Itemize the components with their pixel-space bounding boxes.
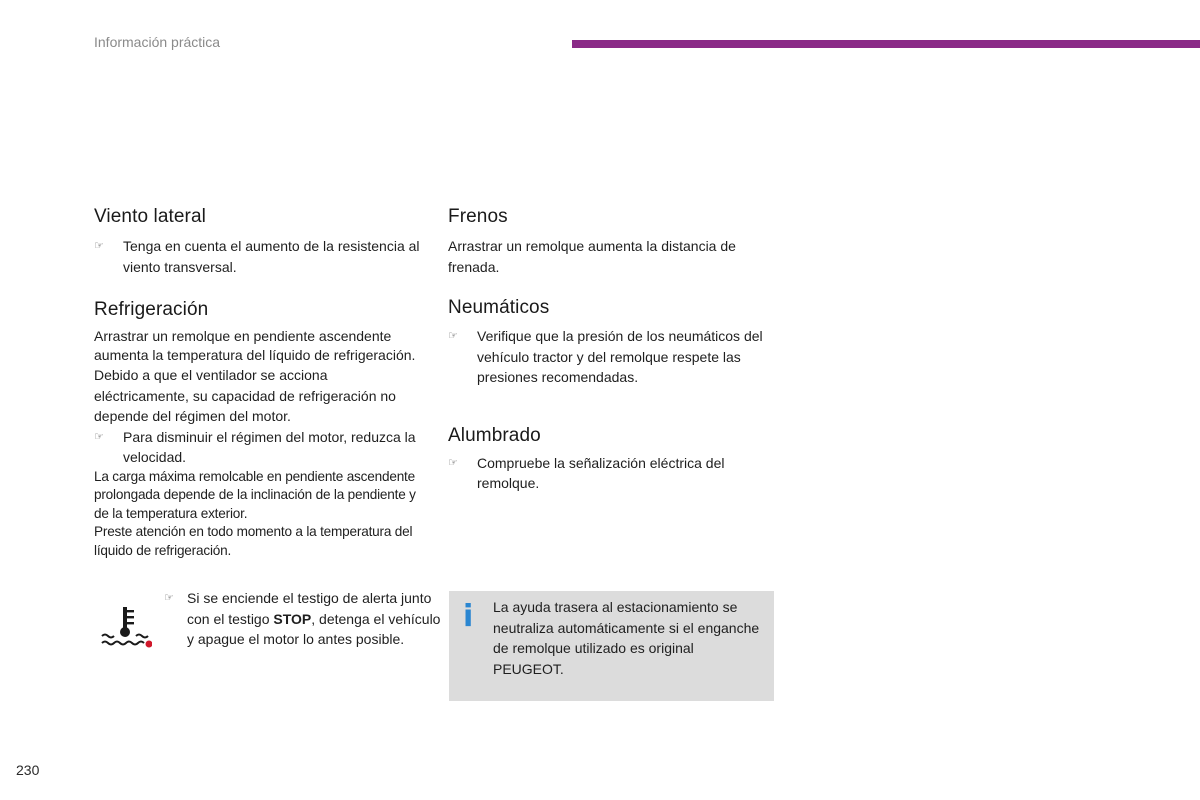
info-icon: i bbox=[463, 599, 474, 634]
alumbrado-bullet bbox=[448, 453, 778, 494]
pointing-hand-icon: ☞ bbox=[448, 456, 458, 469]
page-number: 230 bbox=[16, 762, 40, 778]
section-header: Información práctica bbox=[94, 34, 221, 50]
viento-bullet bbox=[94, 236, 424, 277]
right-column bbox=[448, 206, 778, 494]
refrigeracion-paragraph-1: Arrastrar un remolque en pendiente ascendente aumenta la temperatura del líquido de refrigeración. bbox=[94, 328, 416, 363]
viento-bullet-text: Tenga en cuenta el aumento de la resistencia al viento transversal. bbox=[123, 238, 420, 275]
left-column bbox=[94, 206, 424, 560]
refrigeracion-bullet bbox=[94, 427, 424, 468]
pointing-hand-icon: ☞ bbox=[94, 430, 104, 443]
frenos-heading: Frenos bbox=[448, 206, 508, 227]
refrigeracion-bullet-text: Para disminuir el régimen del motor, reduzca la velocidad. bbox=[123, 428, 416, 465]
stop-label: STOP bbox=[273, 610, 312, 627]
viento-lateral-heading: Viento lateral bbox=[94, 206, 206, 227]
frenos-text: Arrastrar un remolque aumenta la distancia de frenada. bbox=[448, 238, 736, 275]
coolant-warning-block bbox=[94, 588, 441, 678]
refrigeracion-paragraph-2: Debido a que el ventilador se acciona eléctricamente, su capacidad de refrigeración no depende del régimen del motor. bbox=[94, 367, 396, 424]
pointing-hand-icon: ☞ bbox=[164, 592, 174, 604]
neumaticos-bullet bbox=[448, 326, 778, 388]
header-accent-bar bbox=[572, 40, 1200, 48]
refrigeracion-heading: Refrigeración bbox=[94, 299, 209, 320]
alumbrado-heading: Alumbrado bbox=[448, 424, 541, 446]
pointing-hand-icon: ☞ bbox=[94, 240, 104, 252]
pointing-hand-icon: ☞ bbox=[448, 330, 458, 342]
info-text: La ayuda trasera al estacionamiento se neutraliza automáticamente si el enganche de remolque utilizado es original PEUGEOT. bbox=[493, 599, 760, 677]
warning-text-end: , detenga el vehículo y apague el motor lo antes posible. bbox=[187, 610, 441, 647]
neumaticos-heading: Neumáticos bbox=[448, 297, 550, 318]
info-box bbox=[449, 591, 774, 701]
refrigeracion-paragraph-4: Preste atención en todo momento a la temperatura del líquido de refrigeración. bbox=[94, 524, 413, 558]
refrigeracion-paragraph-3: La carga máxima remolcable en pendiente ascendente prolongada depende de la inclinación de la pendiente y de la temperatura exterior. bbox=[94, 468, 416, 521]
alumbrado-bullet-text: Compruebe la señalización eléctrica del remolque. bbox=[477, 454, 725, 491]
neumaticos-bullet-text: Verifique que la presión de los neumáticos del vehículo tractor y del remolque respete las presiones recomendadas. bbox=[477, 328, 763, 385]
warning-text-start: Si se enciende el testigo de alerta junto con el testigo bbox=[187, 590, 432, 627]
coolant-warning-text bbox=[164, 588, 447, 650]
coolant-temperature-warning-icon bbox=[100, 604, 152, 648]
